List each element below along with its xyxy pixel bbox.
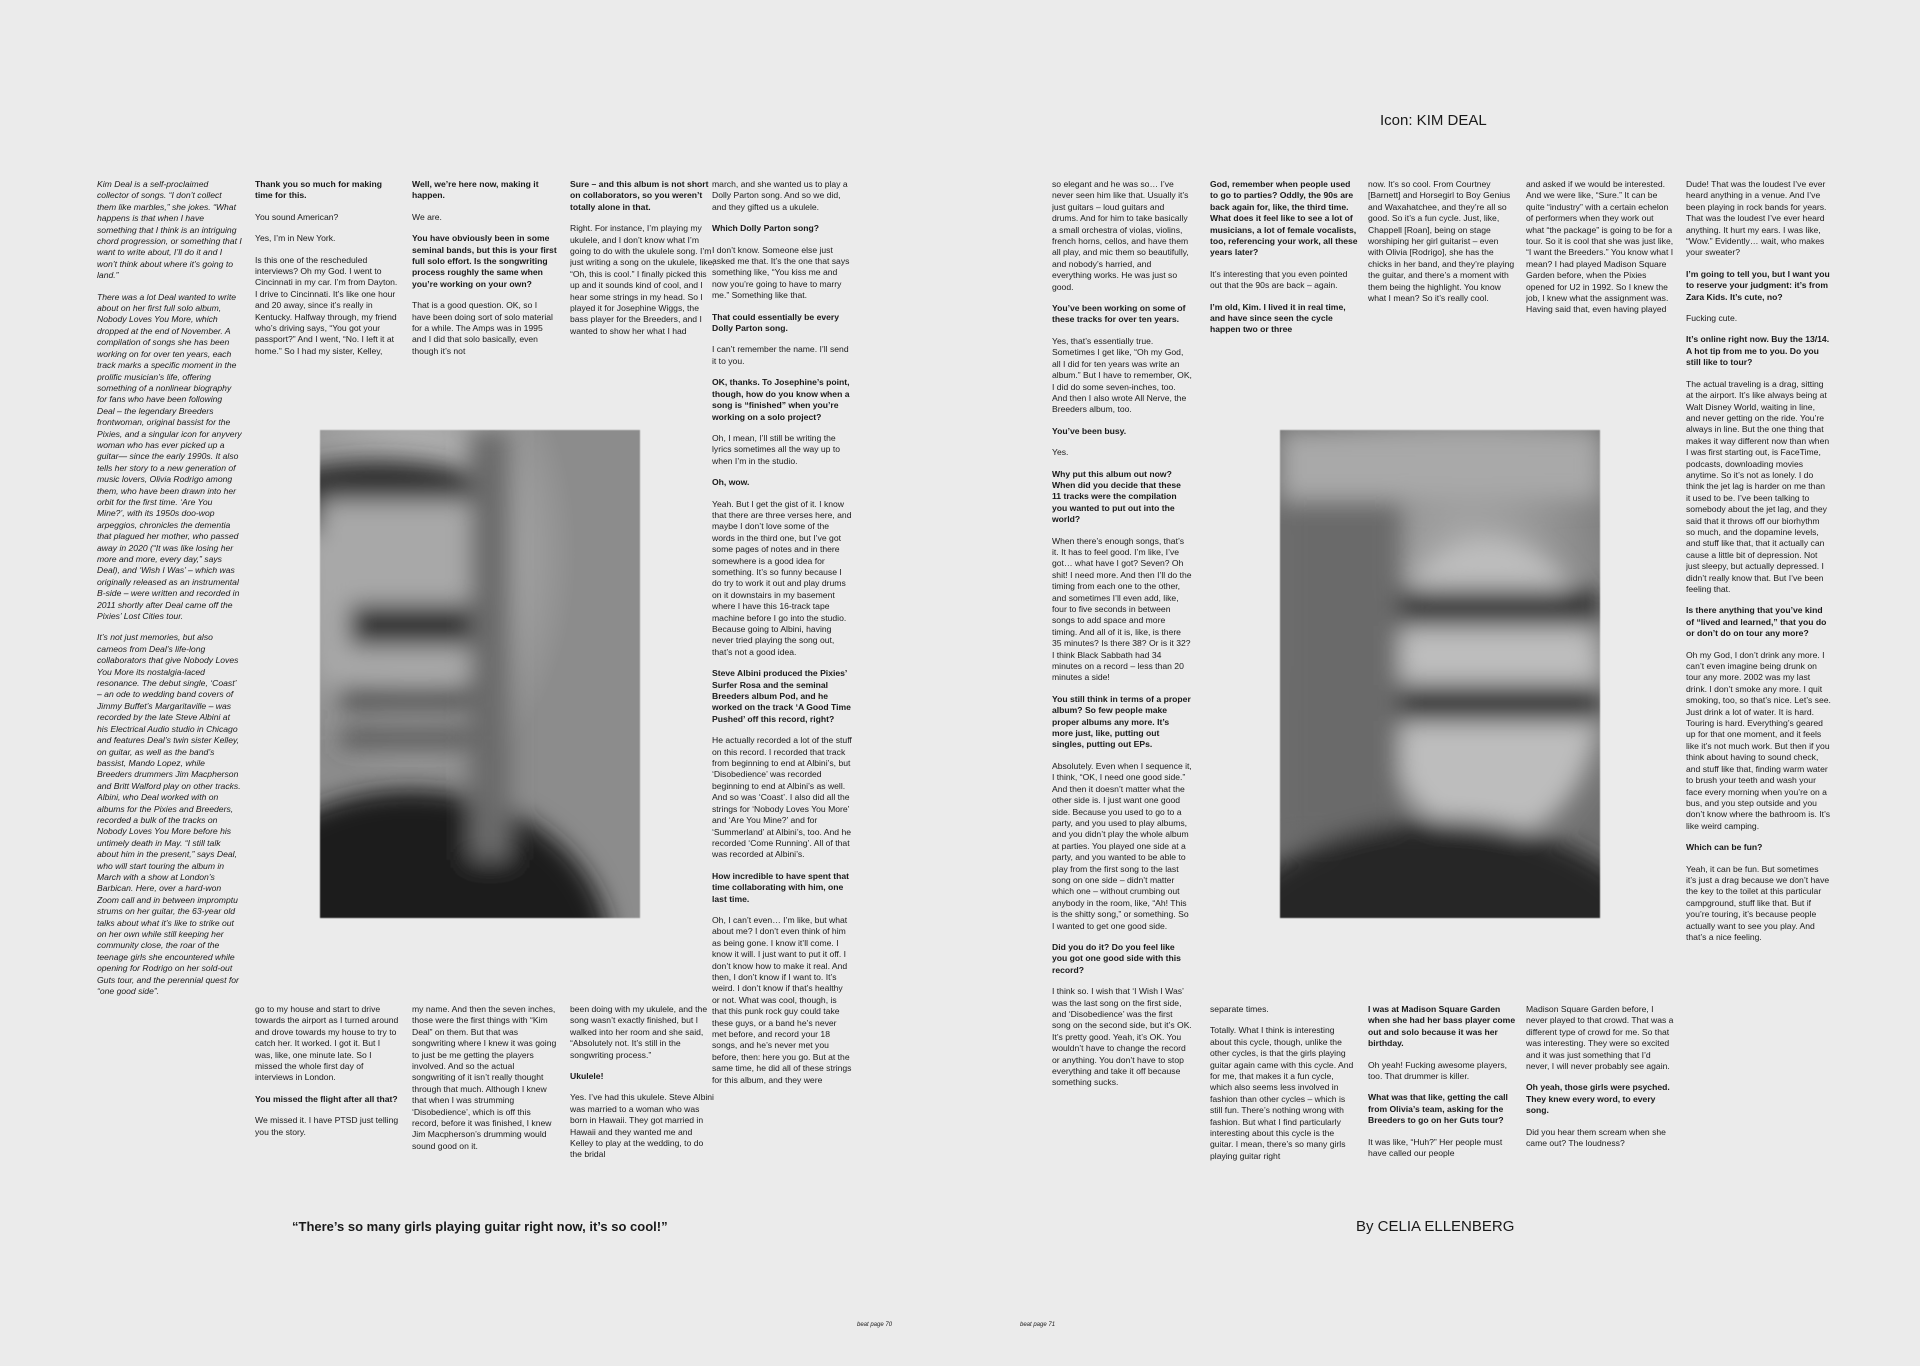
interview-column	[1526, 1004, 1674, 1169]
interview-question: You’ve been busy.	[1052, 425, 1127, 436]
interview-column	[412, 179, 557, 359]
interview-answer: Yes. I’ve had this ukulele. Steve Albini was married to a woman who was born in Hawaii. They got married in Hawaii and they wanted me and Kelley to play at the wedding, to do the bridal	[570, 1092, 714, 1160]
interview-question: Did you do it? Do you feel like you got one good side with this record?	[1052, 941, 1181, 975]
interview-answer: Oh, I mean, I’ll still be writing the lyrics sometimes all the way up to when I’m in the studio.	[712, 432, 840, 466]
interview-answer: separate times.	[1210, 1004, 1269, 1014]
interview-question: You missed the flight after all that?	[255, 1093, 398, 1104]
section-icon-label: Icon: KIM DEAL	[1380, 112, 1487, 129]
interview-question: Is there anything that you’ve kind of “lived and learned,” that you do or don’t do on tour any more?	[1686, 605, 1827, 639]
interview-answer: Yes.	[1052, 447, 1069, 458]
interview-answer: Did you hear them scream when she came out? The loudness?	[1526, 1126, 1666, 1149]
interview-question: You have obviously been in some seminal bands, but this is your first full solo effort. Is the songwriting process roughly the same when you’re working on your own?	[412, 233, 557, 289]
interview-question: Oh yeah, those girls were psyched. They knew every word, to every song.	[1526, 1082, 1670, 1116]
interview-answer: Absolutely. Even when I sequence it, I think, “OK, I need one good side.” And then it doesn’t matter what the other side is. I just want one good side. Because you used to go to a party, and you used to play albums, and you didn’t play the whole album at parties. You played one side at a party, and you wanted to be able to play from the first song to the last song on one side – didn’t matter which one – without crumbing out anybody in the room, like, “Ah! This is the shitty song,” or something. So I wanted to get one good side.	[1052, 760, 1192, 931]
interview-question: What was that like, getting the call from Olivia’s team, asking for the Breeders to go on her Guts tour?	[1368, 1092, 1508, 1126]
interview-column	[1526, 179, 1674, 359]
interview-column	[570, 179, 715, 359]
interview-answer: I can’t remember the name. I’ll send it to you.	[712, 344, 849, 366]
interview-answer: go to my house and start to drive towards the airport as I turned around and drove towards my house to try to catch her. It worked. I got it. But I was, like, one minute late. So I missed the whole first day of interviews in London.	[255, 1004, 399, 1083]
interview-question: I was at Madison Square Garden when she had her bass player come out and solo because it was her birthday.	[1368, 1004, 1516, 1049]
interview-question: Sure – and this album is not short on collaborators, so you weren’t totally alone in that.	[570, 179, 709, 212]
interview-question: Ukulele!	[570, 1071, 604, 1082]
interview-column	[255, 179, 400, 359]
pull-quote: “There’s so many girls playing guitar right now, it’s so cool!”	[292, 1219, 668, 1234]
interview-answer: Fucking cute.	[1686, 313, 1738, 324]
intro-paragraph: Kim Deal is a self-proclaimed collector of songs. “I don’t collect them like marbles,” she jokes. “What happens is that when I have something that I think is an intriguing chord progression, or something that I want to write about, I’ll do it and I won’t think about where it’s going to land.”	[97, 179, 242, 281]
interview-column	[712, 179, 852, 1169]
interview-column	[1686, 179, 1831, 1169]
intro-column	[97, 179, 242, 1169]
blurred-portrait-photo-right	[1280, 430, 1600, 918]
interview-answer: I think so. I wish that ‘I Wish I Was’ was the last song on the first side, and ‘Disobedience’ was the first song on the second side, but it’s OK. It’s pretty good. Yeah, it’s OK. You wouldn’t have to change the record or anything. You don’t have to stop everything and take it off because something sucks.	[1052, 986, 1192, 1088]
interview-question: Steve Albini produced the Pixies’ Surfer Rosa and the seminal Breeders album Pod, and he worked on the track ‘A Good Time Pushed’ off this record, right?	[712, 668, 851, 724]
interview-question: You still think in terms of a proper album? So few people make proper albums any more. It’s more just, like, putting out singles, putting out EPs.	[1052, 693, 1191, 750]
interview-answer: Oh my God, I don’t drink any more. I can’t even imagine being drunk on tour any more. 2002 was my last drink. I don’t smoke any more. I quit smoking, too, so that’s nice. Let’s see. Just drink a lot of water. It is hard. Touring is hard. Everything’s geared up for that one moment, and it feels like it’s not much work. But then if you think about having to sound check, and stuff like that, finding warm water to brush your teeth and wash your face every morning when you’re on a bus, and you step outside and you don’t know where the bathroom is. It’s like weird camping.	[1686, 649, 1831, 831]
interview-answer: and asked if we would be interested. And we were like, “Sure.” It can be quite “industry” with a certain echelon of performers when they work out what “the package” is going to be for a tour. So it is cool that she was just like, “I want the Breeders.” You know what I mean? I had played Madison Square Garden before, when the Pixies opened for U2 in 1992. So I knew the job, I knew what the assignment was. Having said that, even having played	[1526, 179, 1674, 315]
interview-question: That could essentially be every Dolly Parton song.	[712, 311, 840, 334]
interview-answer: Oh, I can’t even… I’m like, but what about me? I don’t even think of him as being gone. I know it’ll come. I know it will. I just want to put it off. I don’t know how to make it real. And then, I don’t know if I want to. It’s weird. I don’t know if that’s healthy or not. What was cool, though, is that this punk rock guy could take these guys, or a band he’s never met before, and record your 18 songs, and he’s never met you before, then: here you go. But at the same time, he did all of these strings for this album, and they were	[712, 914, 852, 1085]
interview-question: Well, we’re here now, making it happen.	[412, 179, 539, 201]
blurred-portrait-photo-left	[320, 430, 640, 918]
interview-answer: Oh yeah! Fucking awesome players, too. That drummer is killer.	[1368, 1059, 1507, 1082]
interview-question: Thank you so much for making time for this.	[255, 179, 383, 201]
interview-question: It’s online right now. Buy the 13/14. A hot tip from me to you. Do you still like to tour?	[1686, 334, 1830, 368]
interview-answer: We are.	[412, 211, 442, 222]
interview-answer: Is this one of the rescheduled interviews? Oh my God. I went to Cincinnati in my car. I’m from Dayton. I drive to Cincinnati. It’s like one hour and 20 away, since it’s really in Kentucky. Halfway through, my friend who’s driving says, “You got your passport?” And I went, “No. I left it at home.” So I had my sister, Kelley,	[255, 254, 398, 356]
interview-answer: I don’t know. Someone else just asked me that. It’s the one that says something like, “You kiss me and now you’re going to have to marry me.” Something like that.	[712, 244, 850, 301]
interview-question: Oh, wow.	[712, 477, 750, 488]
interview-answer: That is a good question. OK, so I have been doing sort of solo material for a while. The Amps was in 1995 and I did that solo basically, even though it’s not	[412, 300, 553, 356]
interview-answer: now. It’s so cool. From Courtney [Barnett] and Horsegirl to Boy Genius and Waxahatchee, and they’re all so good. So it’s a fun cycle. Just, like, Chappell [Roan], being on stage worshiping her girl guitarist – even with Olivia [Rodrigo], she has the chicks in her band, and they’re playing the guitar, and there’s a moment with them being the highlight. You know what I mean? So it’s really cool.	[1368, 179, 1515, 304]
interview-column	[570, 1004, 715, 1169]
intro-paragraph: There was a lot Deal wanted to write about on her first full solo album, Nobody Loves You More, which dropped at the end of November. A compilation of songs she has been working on for over ten years, each track marks a specific moment in the prolific musician’s life, offering something of a nonlinear biography for fans who have been following Deal – the legendary Breeders frontwoman, original bassist for the Pixies, and a singular icon for anyvery woman who has ever picked up a guitar— since the early 1990s. It also tells her story to a new generation of music lovers, Olivia Rodrigo among them, who have been drawn into her orbit for the first time. ‘Are You Mine?’, with its 1950s doo-wop arpeggios, chronicles the dementia that plagued her mother, who passed away in 2020 (“It was like losing her more and more, every day,” says Deal), and ‘Wish I Was’ – which was originally released as an instrumental B-side – were written and recorded in 2011 shortly after Deal came off the Pixies’ Lost Cities tour.	[97, 291, 242, 622]
interview-question: Why put this album out now? When did you decide that these 11 tracks were the compilation you wanted to put out into the world?	[1052, 468, 1181, 525]
interview-answer: my name. And then the seven inches, those were the first things with “Kim Deal” on them. But that was songwriting where I knew it was going to just be me getting the players involved. And so the actual songwriting of it isn’t really thought through that much. Although I knew that when I was strumming ‘Disobedience’, which is off this record, before it was finished, I knew Jim Macpherson’s drumming would sound good on it.	[412, 1004, 557, 1151]
interview-question: Which Dolly Parton song?	[712, 223, 819, 234]
interview-answer: It’s interesting that you even pointed out that the 90s are back – again.	[1210, 268, 1348, 291]
interview-answer: been doing with my ukulele, and the song wasn’t exactly finished, but I walked into her room and she said, “Absolutely not. It’s still in the songwriting process.”	[570, 1004, 708, 1060]
interview-column	[1052, 179, 1192, 1169]
interview-column	[1210, 1004, 1358, 1169]
interview-question: God, remember when people used to go to parties? Oddly, the 90s are back again for, like, the third time. What does it feel like to see a lot of musicians, a lot of female vocalists, too, referencing your work, all these years later?	[1210, 179, 1358, 258]
interview-answer: It was like, “Huh?” Her people must have called our people	[1368, 1136, 1503, 1159]
interview-question: I’m going to tell you, but I want you to reserve your judgment: it’s from Zara Kids. It’s cute, no?	[1686, 268, 1830, 302]
byline: By CELIA ELLENBERG	[1356, 1218, 1515, 1235]
magazine-page-right	[960, 0, 1920, 1366]
intro-paragraph: It’s not just memories, but also cameos from Deal’s life-long collaborators that give Nobody Loves You More its nostalgia-laced resonance. The debut single, ‘Coast’ – an ode to wedding band covers of Jimmy Buffet’s Margaritaville – was recorded by the late Steve Albini at his Electrical Audio studio in Chicago and features Deal’s twin sister Kelley, on guitar, as well as the band’s bassist, Mando Lopez, while Breeders drummers Jim Macpherson and Britt Walford play on other tracks. Albini, who Deal worked with on albums for the Pixies and Breeders, recorded a bulk of the tracks on Nobody Loves You More before his untimely death in May. “I still talk about him in the present,” says Deal, who will start touring the album in March with a show at London’s Barbican. Here, over a hard-won Zoom call and in between impromptu strums on her guitar, the 63-year old talks about what it’s like to strike out on her own while still keeping her community close, the roar of the teenage girls she encountered while opening for Rodrigo on her sold-out Guts tour, and the perennial quest for “one good side”.	[97, 632, 241, 997]
interview-question: I’m old, Kim. I lived it in real time, and have since seen the cycle happen two or three	[1210, 301, 1346, 335]
interview-column	[412, 1004, 557, 1169]
interview-column	[1368, 1004, 1516, 1169]
interview-answer: Yes, I’m in New York.	[255, 233, 336, 244]
interview-answer: march, and she wanted us to play a Dolly Parton song. And so we did, and they gifted us a ukulele.	[712, 179, 848, 212]
folio-left: beat page 70	[857, 1322, 893, 1328]
interview-answer: so elegant and he was so… I’ve never seen him like that. Usually it’s just guitars – loud guitars and drums. And for him to take basically a small orchestra of violas, violins, french horns, cellos, and have them all play, and mic them so beautifully, and nobody’s harried, and everything works. He was just so good.	[1052, 179, 1189, 292]
interview-answer: Madison Square Garden before, I never played to that crowd. That was a different type of crowd for me. So that was interesting. They were so excited and it was just something that I’d never, I will never probably see again.	[1526, 1004, 1674, 1072]
portrait-silhouette-graphic	[320, 430, 640, 918]
interview-answer: Yes, that’s essentially true. Sometimes I get like, “Oh my God, all I did for ten years was write an album.” But I have to remember, OK, I did do some seven-inches, too. And then I also wrote All Nerve, the Breeders album, too.	[1052, 335, 1192, 415]
portrait-silhouette-graphic	[1280, 430, 1600, 918]
interview-answer: He actually recorded a lot of the stuff on this record. I recorded that track from beginning to end at Albini’s, but ‘Disobedience’ was recorded beginning to end at Albini’s as well. And so was ‘Coast’. I also did all the strings for ‘Nobody Loves You More’ and ‘Are You Mine?’ and for ‘Summerland’ at Albini’s, too. And he recorded ‘Come Running’. All of that was recorded at Albini’s.	[712, 735, 852, 860]
interview-answer: When there’s enough songs, that’s it. It has to feel good. I’m like, I’ve got… what have I got? Seven? Oh shit! I need more. And then I’ll do the timing from each one to the other, and sometimes I’ll even add, like, four to five seconds in between songs to add space and more timing. And all of it is, like, is there 35 minutes? Is there 38? Or is it 32? I think Black Sabbath had 34 minutes on a record – less than 20 minutes a side!	[1052, 535, 1192, 683]
interview-column	[1210, 179, 1358, 359]
interview-question: OK, thanks. To Josephine’s point, though, how do you know when a song is “finished” when you’re working on a solo project?	[712, 377, 850, 422]
interview-answer: Yeah, it can be fun. But sometimes it’s just a drag because we don’t have the key to the toilet at this particular campground, stuff like that. But if you’re touring, it’s because people actually want to see you play. And that’s a nice feeling.	[1686, 863, 1830, 942]
interview-answer: You sound American?	[255, 211, 339, 222]
folio-right: beat page 71	[1020, 1322, 1056, 1328]
interview-column	[255, 1004, 400, 1169]
interview-answer: The actual traveling is a drag, sitting at the airport. It’s like always being at Walt Disney World, waiting in line, and never getting on the ride. You’re always in line. But the one thing that makes it way different now than when I was first starting out, is FaceTime, podcasts, downloading movies anytime. So it’s not as lonely. I do think the jet lag is harder on me than it used to be. I’ve been talking to somebody about the jet lag, and they said that it throws off our biorhythm so much, and the dopamine levels, and stuff like that, that it actually can cause a little bit of depression. Not just sleepy, but actually depressed. I didn’t really know that. But I’ve been feeling that.	[1686, 378, 1830, 594]
interview-question: You’ve been working on some of these tracks for over ten years.	[1052, 303, 1186, 325]
interview-answer: Yeah. But I get the gist of it. I know that there are three verses here, and maybe I don’t love some of the words in the third one, but I’ve got some pages of notes and in there somewhere is a good idea for something. It’s so funny because I do try to work it out and play drums on it downstairs in my basement where I have this 16-track tape machine before I go into the studio. Because going to Albini, having never tried playing the song out, that’s not a good idea.	[712, 498, 852, 657]
interview-column	[1368, 179, 1516, 359]
interview-answer: Dude! That was the loudest I’ve ever heard anything in a venue. And I’ve been playing in rock bands for years. That was the loudest I’ve ever heard anything. It hurt my ears. I was like, “Wow.” Evidently… wait, who makes your sweater?	[1686, 179, 1827, 258]
interview-answer: Right. For instance, I’m playing my ukulele, and I don’t know what I’m going to do with the ukulele song. I’m just writing a song on the ukulele, like, “Oh, this is cool.” I finally picked this up and it sounds kind of cool, and I hear some strings in my head. So I played it for Josephine Wiggs, the bass player for the Breeders, and I wanted to show her what I had	[570, 223, 715, 336]
interview-answer: Totally. What I think is interesting about this cycle, though, unlike the other cycles, is that the girls playing guitar again came with this cycle. And for me, that makes it a fun cycle, which also seems less involved in fashion than other cycles – which is still fun. There’s nothing wrong with fashion. But what I find particularly interesting about this cycle is the guitar. I mean, there’s so many girls playing guitar right	[1210, 1025, 1354, 1161]
interview-question: Which can be fun?	[1686, 842, 1763, 853]
interview-answer: We missed it. I have PTSD just telling you the story.	[255, 1115, 399, 1137]
interview-question: How incredible to have spent that time collaborating with him, one last time.	[712, 870, 850, 904]
